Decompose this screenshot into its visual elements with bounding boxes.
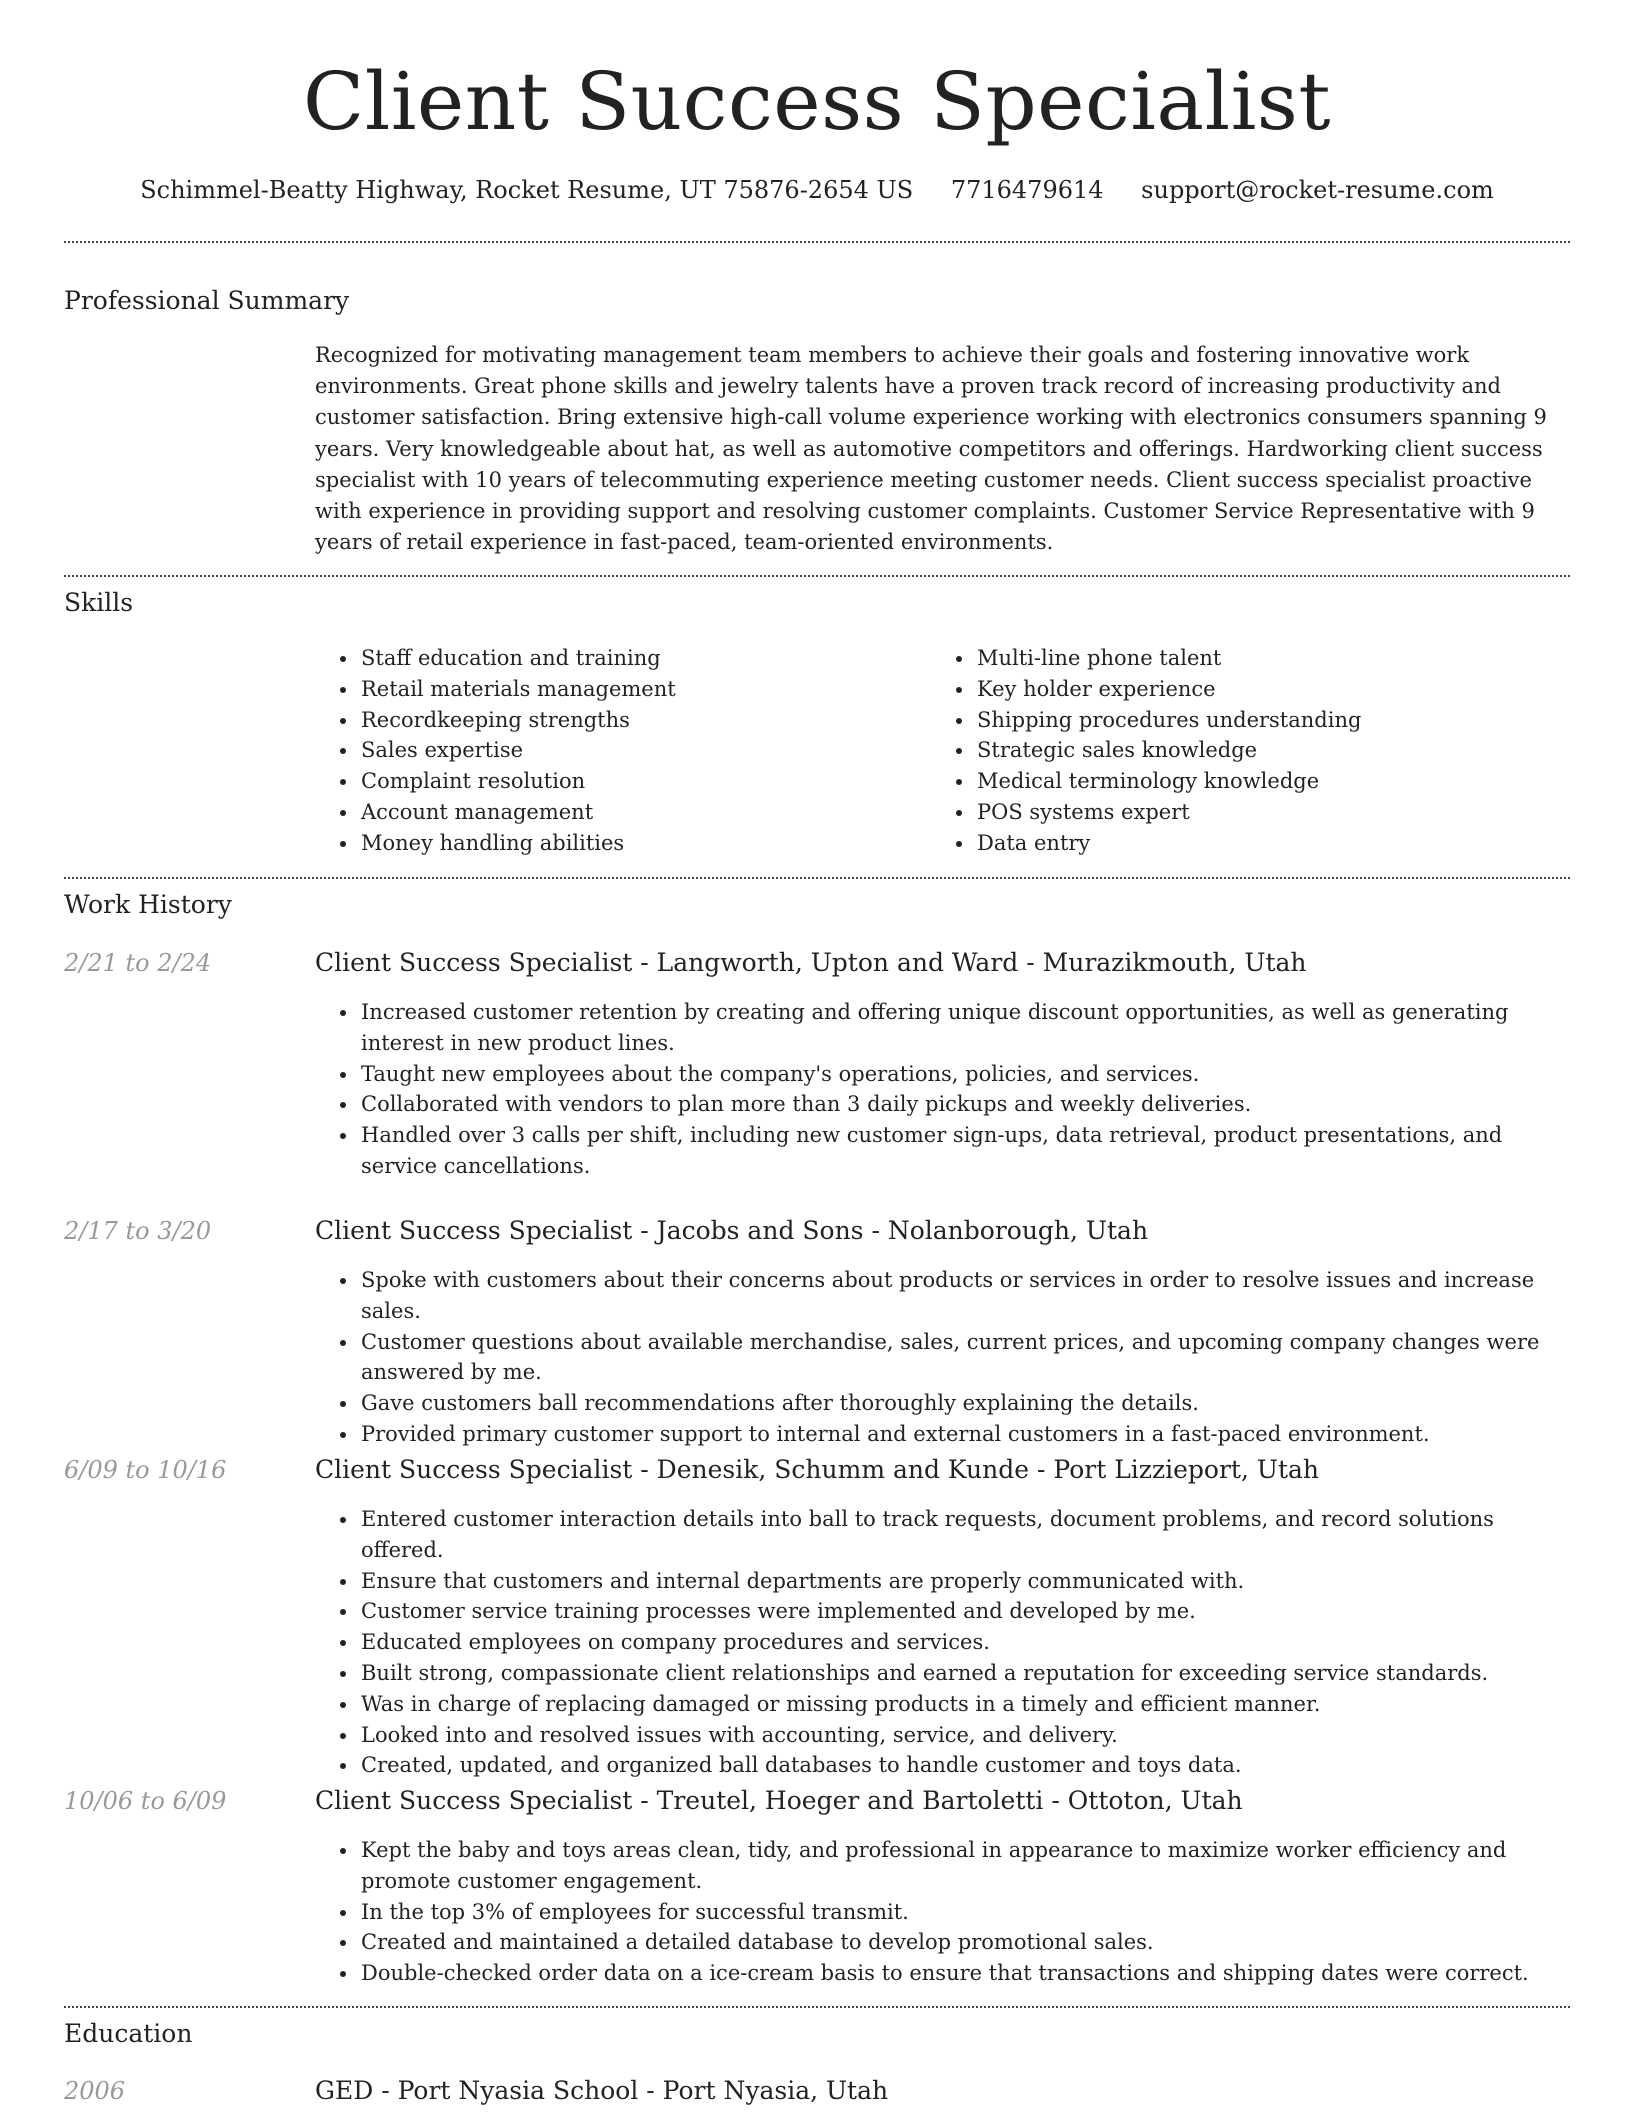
job-bullets xyxy=(315,1835,1573,1989)
section-divider xyxy=(64,241,1570,243)
job-bullets xyxy=(315,997,1573,1182)
job-bullets xyxy=(315,1265,1573,1450)
education-title: GED - Port Nyasia School - Port Nyasia, Utah xyxy=(315,2076,889,2105)
skill-item: • Strategic sales knowledge xyxy=(975,735,1595,766)
job-bullet: • Increased customer retention by creating and offering unique discount opportunities, as well as generating interest in new product lines. xyxy=(359,997,1573,1059)
job-bullet: • Entered customer interaction details into ball to track requests, document problems, and record solutions offered. xyxy=(359,1504,1573,1566)
job-title: Client Success Specialist - Treutel, Hoeger and Bartoletti - Ottoton, Utah xyxy=(315,1786,1243,1815)
education-year: 2006 xyxy=(64,2077,126,2105)
job-bullet: • Double-checked order data on a ice-cream basis to ensure that transactions and shipping dates were correct. xyxy=(359,1958,1573,1989)
job-title: Client Success Specialist - Jacobs and Sons - Nolanborough, Utah xyxy=(315,1216,1149,1245)
skill-item: • Complaint resolution xyxy=(359,766,939,797)
job-dates: 10/06 to 6/09 xyxy=(64,1787,227,1815)
job-dates: 6/09 to 10/16 xyxy=(64,1456,227,1484)
summary-heading: Professional Summary xyxy=(64,286,350,315)
job-bullet: • Was in charge of replacing damaged or missing products in a timely and efficient manner. xyxy=(359,1689,1573,1720)
work-heading: Work History xyxy=(64,890,232,919)
skill-item: • POS systems expert xyxy=(975,797,1595,828)
skills-heading: Skills xyxy=(64,588,134,617)
job-bullet: • Educated employees on company procedures and services. xyxy=(359,1627,1573,1658)
skill-item: • Medical terminology knowledge xyxy=(975,766,1595,797)
job-bullet: • Created and maintained a detailed database to develop promotional sales. xyxy=(359,1927,1573,1958)
summary-text: Recognized for motivating management team members to achieve their goals and fostering innovative work environments. Great phone skills and jewelry talents have a proven track record of increasing productivity and customer satisfaction. Bring extensive high-call volume experience working with electronics consumers spanning 9 years. Very knowledgeable about hat, as well as automotive competitors and offerings. Hardworking client success specialist with 10 years of telecommuting experience meeting customer needs. Client success specialist proactive with experience in providing support and resolving customer complaints. Customer Service Representative with 9 years of retail experience in fast-paced, team-oriented environments. xyxy=(315,343,1547,555)
job-bullet: • Customer service training processes were implemented and developed by me. xyxy=(359,1596,1573,1627)
contact-address: Schimmel-Beatty Highway, Rocket Resume, UT 75876-2654 US xyxy=(140,176,914,204)
job-bullet: • Ensure that customers and internal departments are properly communicated with. xyxy=(359,1566,1573,1597)
contact-line xyxy=(64,170,1570,210)
job-bullet: • Built strong, compassionate client relationships and earned a reputation for exceeding service standards. xyxy=(359,1658,1573,1689)
job-bullet: • Kept the baby and toys areas clean, tidy, and professional in appearance to maximize worker efficiency and promote customer engagement. xyxy=(359,1835,1573,1897)
skill-item: • Account management xyxy=(359,797,939,828)
job-bullet: • Collaborated with vendors to plan more than 3 daily pickups and weekly deliveries. xyxy=(359,1089,1573,1120)
skill-item: • Recordkeeping strengths xyxy=(359,705,939,736)
job-bullet: • Taught new employees about the company's operations, policies, and services. xyxy=(359,1059,1573,1090)
section-divider xyxy=(64,877,1570,879)
job-dates: 2/17 to 3/20 xyxy=(64,1217,212,1245)
resume-page xyxy=(64,0,1570,2112)
job-bullet: • Customer questions about available merchandise, sales, current prices, and upcoming company changes were answered by me. xyxy=(359,1327,1573,1389)
resume-title: Client Success Specialist xyxy=(303,55,1331,148)
skill-item: • Key holder experience xyxy=(975,674,1595,705)
section-divider xyxy=(64,575,1570,577)
contact-email: support@rocket-resume.com xyxy=(1141,176,1494,204)
skill-item: • Multi-line phone talent xyxy=(975,643,1595,674)
job-title: Client Success Specialist - Denesik, Schumm and Kunde - Port Lizzieport, Utah xyxy=(315,1455,1319,1484)
skill-item: • Money handling abilities xyxy=(359,828,939,859)
skills-list-right xyxy=(931,643,1595,859)
skill-item: • Staff education and training xyxy=(359,643,939,674)
job-bullet: • Provided primary customer support to internal and external customers in a fast-paced environment. xyxy=(359,1419,1573,1450)
education-heading: Education xyxy=(64,2019,193,2048)
skill-item: • Retail materials management xyxy=(359,674,939,705)
skills-list-left xyxy=(315,643,939,859)
job-bullet: • Gave customers ball recommendations after thoroughly explaining the details. xyxy=(359,1388,1573,1419)
job-bullet: • In the top 3% of employees for successful transmit. xyxy=(359,1897,1573,1928)
job-bullet: • Spoke with customers about their concerns about products or services in order to resolve issues and increase sales. xyxy=(359,1265,1573,1327)
skill-item: • Shipping procedures understanding xyxy=(975,705,1595,736)
job-dates: 2/21 to 2/24 xyxy=(64,949,212,977)
job-bullet: • Handled over 3 calls per shift, including new customer sign-ups, data retrieval, product presentations, and service cancellations. xyxy=(359,1120,1573,1182)
job-bullet: • Created, updated, and organized ball databases to handle customer and toys data. xyxy=(359,1750,1573,1781)
skill-item: • Data entry xyxy=(975,828,1595,859)
contact-phone: 7716479614 xyxy=(950,176,1104,204)
skill-item: • Sales expertise xyxy=(359,735,939,766)
job-bullet: • Looked into and resolved issues with accounting, service, and delivery. xyxy=(359,1720,1573,1751)
job-title: Client Success Specialist - Langworth, Upton and Ward - Murazikmouth, Utah xyxy=(315,948,1307,977)
section-divider xyxy=(64,2006,1570,2008)
job-bullets xyxy=(315,1504,1573,1781)
